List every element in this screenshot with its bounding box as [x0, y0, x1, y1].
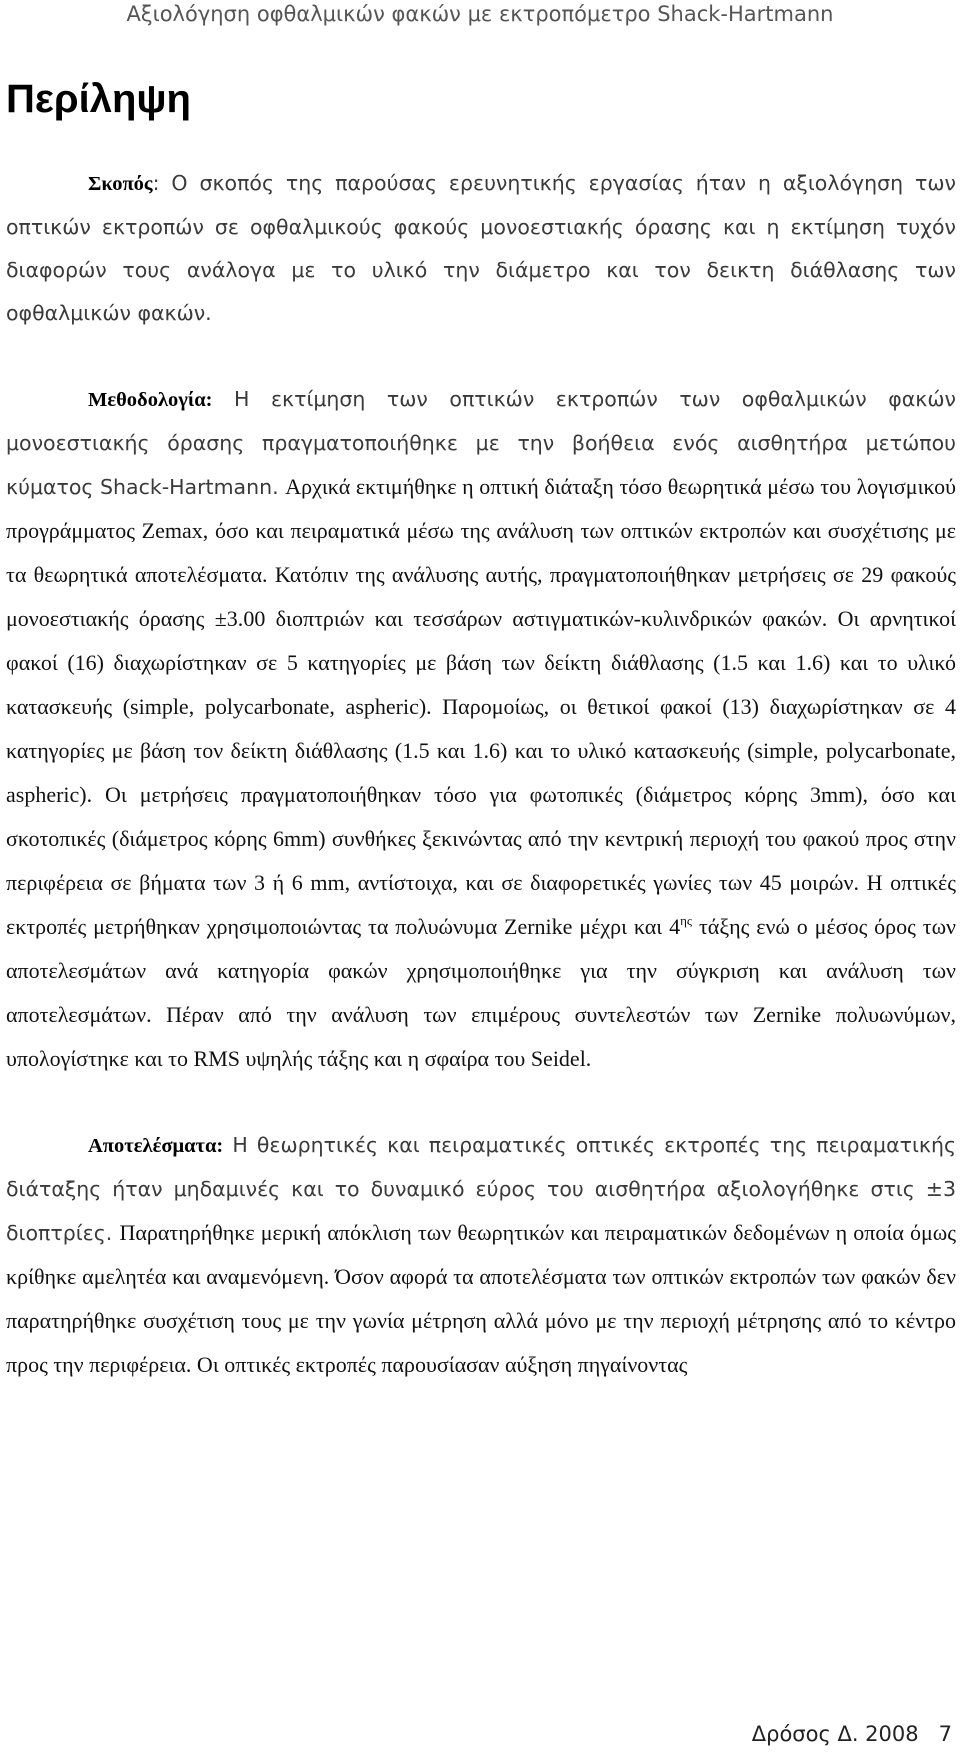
page-footer	[752, 1722, 952, 1746]
paragraph-results	[6, 1124, 956, 1387]
footer-author-year: Δρόσος Δ. 2008	[751, 1722, 919, 1746]
abstract-body	[6, 162, 956, 1430]
paragraph-aim	[6, 162, 956, 335]
running-header: Αξιολόγηση οφθαλμικών φακών με εκτροπόμετρο Shack-Hartmann	[126, 2, 834, 26]
aim-text: : Ο σκοπός της παρούσας ερευνητικής εργασίας ήταν η αξιολόγηση των οπτικών εκτροπών σε οφθαλμικούς φακούς μονοεστιακής όρασης και η εκτίμηση τυχόν διαφορών τους ανάλογα με το υλικό την διάμετρο και τον δεικτη διάθλασης των οφθαλμικών φακών.	[6, 171, 956, 325]
results-label: Αποτελέσματα:	[88, 1135, 224, 1157]
aim-label: Σκοπός	[88, 173, 153, 195]
page-number: 7	[938, 1722, 952, 1746]
section-title: Περίληψη	[6, 77, 191, 121]
methodology-text-4: τάξης ενώ ο μέσος όρος των αποτελεσμάτων ανά κατηγορία φακών χρησιμοποιήθηκε για την σύγκριση και ανάλυση των αποτελεσμάτων. Πέραν από την ανάλυση των επιμέρους συντελεστών των Zernike πολυωνύμων, υπολογίστηκε και το RMS υψηλής τάξης και η σφαίρα του Seidel.	[6, 914, 957, 1071]
methodology-text-1: Η εκτίμηση των οπτικών εκτροπών των οφθαλμικών φακών μονοεστιακής όρασης πραγματοποιήθηκε με την βοήθεια ενός αισθητήρα μετώπου κύματος Shack-Hartmann.	[6, 387, 956, 499]
paragraph-methodology	[6, 378, 956, 1081]
results-text-2: Παρατηρήθηκε μερική απόκλιση των θεωρητικών και πειραματικών δεδομένων η οποία όμως κρίθηκε αμελητέα και αναμενόμενη. Όσον αφορά τα αποτελέσματα των οπτικών εκτροπών των φακών δεν παρατηρήθηκε συσχέτιση τους με την γωνία μέτρηση αλλά μόνο με την περιοχή μέτρησης από το κέντρο προς την περιφέρεια. Οι οπτικές εκτροπές παρουσίασαν αύξηση πηγαίνοντας	[6, 1220, 956, 1377]
ordinal-superscript: ης	[680, 913, 693, 928]
results-text-1: Η θεωρητικές και πειραματικές οπτικές εκτροπές της πειραματικής διάταξης ήταν μηδαμινές και το δυναμικό εύρος του αισθητήρα αξιολογήθηκε στις ±3 διοπτρίες.	[6, 1133, 956, 1245]
methodology-text-3: 00 διοπτριών και τεσσάρων αστιγματικών-κυλινδρικών φακών. Οι αρνητικοί φακοί (16) διαχωρίστηκαν σε 5 κατηγορίες με βάση των δείκτη διάθλασης (1.5 και 1.6) και το υλικό κατασκευής (simple, polycarbonate, aspheric). Παρομοίως, οι θετικοί φακοί (13) διαχωρίστηκαν σε 4 κατηγορίες με βάση τον δείκτη διάθλασης (1.5 και 1.6) και το υλικό κατασκευής (simple, polycarbonate, aspheric). Οι μετρήσεις πραγματοποιήθηκαν τόσο για φωτοπικές (διάμετρος κόρης 3mm), όσο και σκοτοπικές (διάμετρος κόρης 6mm) συνθήκες ξεκινώντας από την κεντρική περιοχή του φακού προς στην περιφέρεια σε βήματα των 3 ή 6 mm, αντίστοιχα, και σε διαφορετικές γωνίες των 45 μοιρών. Η οπτικές εκτροπές μετρήθηκαν χρησιμοποιώντας τα πολυώνυμα Zernike μέχρι και 4	[6, 606, 956, 939]
methodology-text-2: Αρχικά εκτιμήθηκε η οπτική διάταξη τόσο θεωρητικά μέσω του λογισμικού προγράμματος Zemax, όσο και πειραματικά μέσω της ανάλυση των οπτικών εκτροπών και συσχέτισης με τα θεωρητικά αποτελέσματα. Κατόπιν της ανάλυσης αυτής, πραγματοποιήθηκαν μετρήσεις σε 29 φακούς μονοεστιακής όρασης ±3.	[6, 474, 956, 631]
methodology-label: Μεθοδολογία:	[88, 389, 213, 411]
